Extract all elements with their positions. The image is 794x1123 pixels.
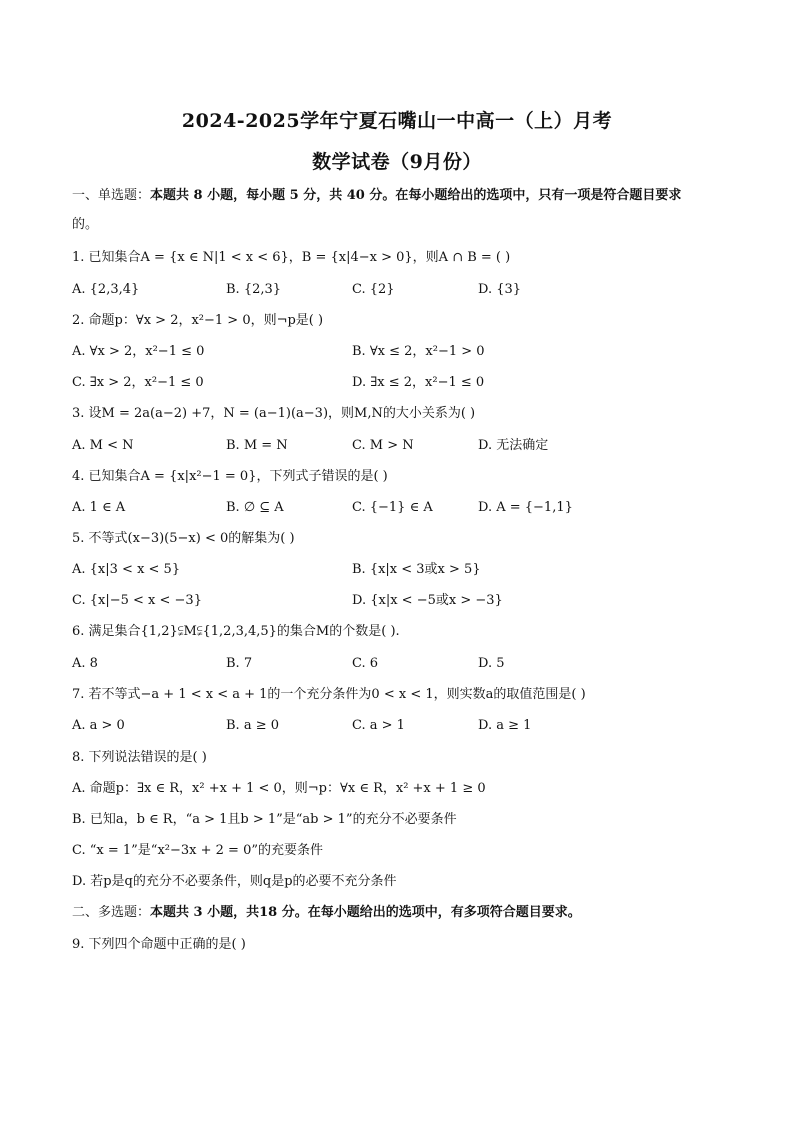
- question-1-option-c: C. {2}: [352, 282, 395, 297]
- question-8-option-b: B. 已知a，b ∈ R，“a > 1且b > 1”是“ab > 1”的充分不必要条件: [72, 812, 457, 827]
- question-6-option-a: A. 8: [72, 656, 98, 671]
- question-2-option-a: A. ∀x > 2，x²−1 ≤ 0: [72, 344, 205, 359]
- question-7-option-c: C. a > 1: [352, 718, 405, 733]
- question-2-option-c: C. ∃x > 2，x²−1 ≤ 0: [72, 375, 204, 390]
- question-5-option-a: A. {x|3 < x < 5}: [72, 562, 181, 577]
- question-7-stem: 7. 若不等式−a + 1 < x < a + 1的一个充分条件为0 < x < 1，则实数a的取值范围是( ): [72, 687, 586, 702]
- question-1-stem: 1. 已知集合A = {x ∈ N|1 < x < 6}，B = {x|4−x > 0}，则A ∩ B = ( ): [72, 250, 511, 265]
- question-4-option-b: B. ∅ ⊆ A: [226, 500, 284, 515]
- question-6-option-c: C. 6: [352, 656, 379, 671]
- question-2-option-d: D. ∃x ≤ 2，x²−1 ≤ 0: [352, 375, 485, 390]
- question-8-option-d: D. 若p是q的充分不必要条件，则q是p的必要不充分条件: [72, 874, 397, 889]
- question-3-stem: 3. 设M = 2a(a−2) +7，N = (a−1)(a−3)，则M,N的大小关系为( ): [72, 406, 476, 421]
- question-6-option-b: B. 7: [226, 656, 253, 671]
- question-2-stem: 2. 命题p：∀x > 2，x²−1 > 0，则¬p是( ): [72, 313, 324, 328]
- section2-prefix: 二、多选题：: [72, 905, 151, 920]
- question-8-option-c: C. “x = 1”是“x²−3x + 2 = 0”的充要条件: [72, 843, 323, 858]
- question-6-stem: 6. 满足集合{1,2}⫋M⫋{1,2,3,4,5}的集合M的个数是( ).: [72, 624, 400, 639]
- question-4-stem: 4. 已知集合A = {x|x²−1 = 0}，下列式子错误的是( ): [72, 469, 388, 484]
- question-3-option-d: D. 无法确定: [478, 438, 549, 453]
- question-1-option-d: D. {3}: [478, 282, 522, 297]
- question-6-option-d: D. 5: [478, 656, 505, 671]
- question-7-option-b: B. a ≥ 0: [226, 718, 279, 733]
- question-4-option-a: A. 1 ∈ A: [72, 500, 126, 515]
- question-5-option-d: D. {x|x < −5或x > −3}: [352, 593, 503, 608]
- question-7-option-d: D. a ≥ 1: [478, 718, 532, 733]
- section2-desc: 本题共 3 小题，共18 分。在每小题给出的选项中，有多项符合题目要求。: [150, 905, 581, 920]
- question-5-option-c: C. {x|−5 < x < −3}: [72, 593, 202, 608]
- question-9-stem: 9. 下列四个命题中正确的是( ): [72, 937, 246, 952]
- section2-header: [72, 904, 581, 922]
- question-8-option-a: A. 命题p：∃x ∈ R，x² +x + 1 < 0，则¬p：∀x ∈ R，x² +x + 1 ≥ 0: [72, 781, 486, 796]
- section1-header: [72, 187, 681, 205]
- question-3-option-a: A. M < N: [72, 438, 134, 453]
- question-3-option-b: B. M = N: [226, 438, 288, 453]
- question-1-option-b: B. {2,3}: [226, 282, 282, 297]
- section1-desc-cont: 的。: [72, 217, 99, 232]
- question-8-stem: 8. 下列说法错误的是( ): [72, 750, 207, 765]
- question-3-option-c: C. M > N: [352, 438, 414, 453]
- question-7-option-a: A. a > 0: [72, 718, 125, 733]
- section1-prefix: 一、单选题：: [72, 188, 151, 203]
- exam-title: 2024-2025学年宁夏石嘴山一中高一（上）月考: [181, 110, 613, 132]
- question-5-stem: 5. 不等式(x−3)(5−x) < 0的解集为( ): [72, 531, 295, 546]
- question-4-option-c: C. {−1} ∈ A: [352, 500, 433, 515]
- question-4-option-d: D. A = {−1,1}: [478, 500, 573, 515]
- question-1-option-a: A. {2,3,4}: [72, 282, 140, 297]
- question-2-option-b: B. ∀x ≤ 2，x²−1 > 0: [352, 344, 485, 359]
- exam-subtitle: 数学试卷（9月份）: [312, 151, 482, 173]
- question-5-option-b: B. {x|x < 3或x > 5}: [352, 562, 481, 577]
- section1-desc: 本题共 8 小题，每小题 5 分，共 40 分。在每小题给出的选项中，只有一项是符合题目要求: [150, 188, 682, 203]
